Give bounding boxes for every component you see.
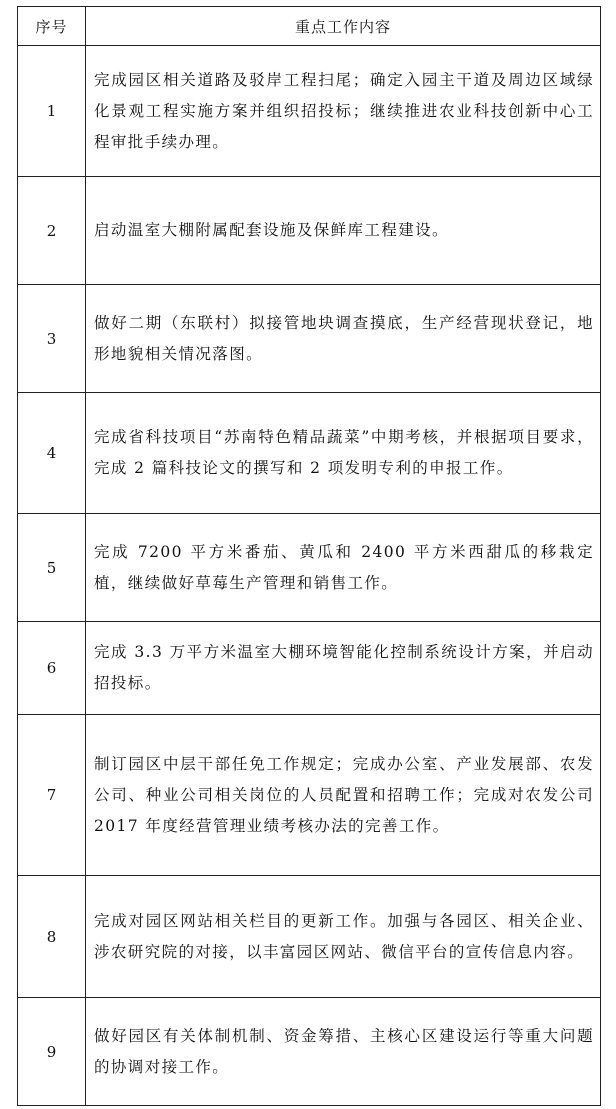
table-row bbox=[18, 46, 601, 177]
row-number: 5 bbox=[18, 514, 86, 622]
row-number: 1 bbox=[18, 46, 86, 177]
header-serial-number: 序号 bbox=[18, 7, 86, 46]
row-content: 制订园区中层干部任免工作规定；完成办公室、产业发展部、农发公司、种业公司相关岗位的人员配置和招聘工作；完成对农发公司 2017 年度经营管理业绩考核办法的完善工作。 bbox=[86, 715, 601, 876]
row-number: 8 bbox=[18, 876, 86, 998]
table-row bbox=[18, 622, 601, 715]
row-content: 完成对园区网站相关栏目的更新工作。加强与各园区、相关企业、涉农研究院的对接，以丰富园区网站、微信平台的宣传信息内容。 bbox=[86, 876, 601, 998]
row-content: 完成 7200 平方米番茄、黄瓜和 2400 平方米西甜瓜的移栽定植，继续做好草莓生产管理和销售工作。 bbox=[86, 514, 601, 622]
key-work-table bbox=[17, 6, 601, 1106]
table-row bbox=[18, 876, 601, 998]
table-row bbox=[18, 715, 601, 876]
header-key-work-content: 重点工作内容 bbox=[86, 7, 601, 46]
row-number: 4 bbox=[18, 393, 86, 514]
row-number: 9 bbox=[18, 998, 86, 1106]
row-content: 完成省科技项目“苏南特色精品蔬菜”中期考核，并根据项目要求，完成 2 篇科技论文的撰写和 2 项发明专利的申报工作。 bbox=[86, 393, 601, 514]
row-content: 做好二期（东联村）拟接管地块调查摸底，生产经营现状登记，地形地貌相关情况落图。 bbox=[86, 285, 601, 393]
row-number: 6 bbox=[18, 622, 86, 715]
row-content: 做好园区有关体制机制、资金筹措、主核心区建设运行等重大问题的协调对接工作。 bbox=[86, 998, 601, 1106]
table-row bbox=[18, 393, 601, 514]
row-content: 完成园区相关道路及驳岸工程扫尾；确定入园主干道及周边区域绿化景观工程实施方案并组织招投标；继续推进农业科技创新中心工程审批手续办理。 bbox=[86, 46, 601, 177]
table-row bbox=[18, 177, 601, 285]
row-content: 完成 3.3 万平方米温室大棚环境智能化控制系统设计方案，并启动招投标。 bbox=[86, 622, 601, 715]
row-number: 2 bbox=[18, 177, 86, 285]
row-number: 7 bbox=[18, 715, 86, 876]
table-row bbox=[18, 514, 601, 622]
row-number: 3 bbox=[18, 285, 86, 393]
table-row bbox=[18, 285, 601, 393]
table-header-row bbox=[18, 7, 601, 46]
table-row bbox=[18, 998, 601, 1106]
row-content: 启动温室大棚附属配套设施及保鲜库工程建设。 bbox=[86, 177, 601, 285]
